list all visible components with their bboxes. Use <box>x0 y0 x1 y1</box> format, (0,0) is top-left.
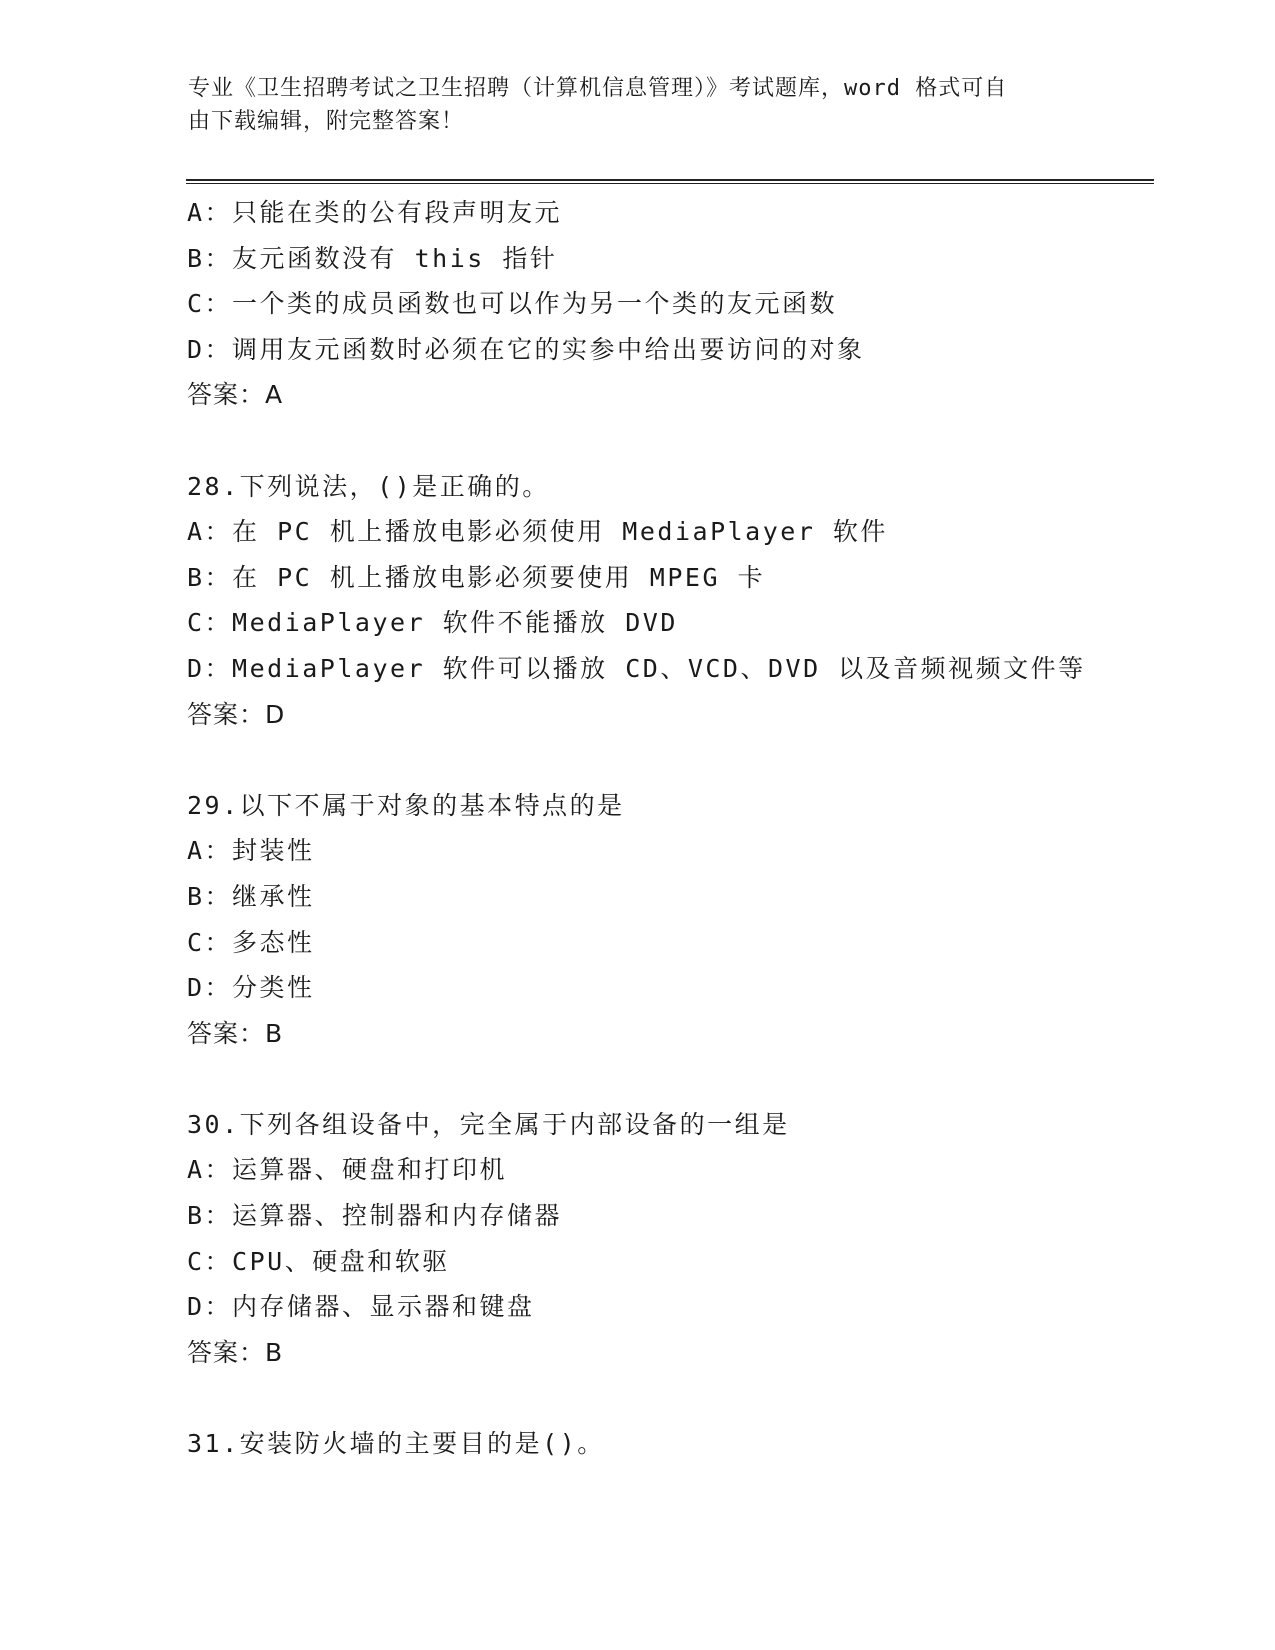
option-a: A：运算器、硬盘和打印机 <box>187 1155 508 1185</box>
option-c: C：CPU、硬盘和软驱 <box>187 1246 450 1276</box>
option-d: D：内存储器、显示器和键盘 <box>187 1292 535 1322</box>
header-divider <box>186 179 1154 184</box>
answer: 答案：A <box>187 380 284 410</box>
option-b: B：在 PC 机上播放电影必须要使用 MPEG 卡 <box>187 562 766 592</box>
question-31: 31.安装防火墙的主要目的是()。 <box>187 1429 605 1459</box>
option-b: B：运算器、控制器和内存储器 <box>187 1201 563 1231</box>
option-b: B：继承性 <box>187 881 315 911</box>
option-c: C：一个类的成员函数也可以作为另一个类的友元函数 <box>187 289 838 319</box>
question-28: 28.下列说法，()是正确的。 <box>187 471 550 501</box>
option-a: A：只能在类的公有段声明友元 <box>187 198 563 227</box>
question-30: 30.下列各组设备中，完全属于内部设备的一组是 <box>187 1109 790 1139</box>
option-d: D：调用友元函数时必须在它的实参中给出要访问的对象 <box>187 334 865 364</box>
option-d: D：MediaPlayer 软件可以播放 CD、VCD、DVD 以及音频视频文件等 <box>187 653 1086 683</box>
option-d: D：分类性 <box>187 973 315 1003</box>
answer: 答案：B <box>187 1018 284 1048</box>
option-c: C：多态性 <box>187 927 315 957</box>
option-b: B：友元函数没有 this 指针 <box>187 243 558 273</box>
answer: 答案：D <box>187 699 286 729</box>
answer: 答案：B <box>187 1337 284 1367</box>
document-header <box>188 72 1068 138</box>
header-line-1: 专业《卫生招聘考试之卫生招聘（计算机信息管理）》考试题库，word 格式可自 <box>188 76 1008 101</box>
header-line-2: 由下载编辑，附完整答案！ <box>188 109 465 134</box>
question-29: 29.以下不属于对象的基本特点的是 <box>187 790 625 820</box>
option-c: C：MediaPlayer 软件不能播放 DVD <box>187 608 678 638</box>
question-list <box>187 190 1147 1467</box>
option-a: A：在 PC 机上播放电影必须使用 MediaPlayer 软件 <box>187 517 888 547</box>
option-a: A：封装性 <box>187 836 315 866</box>
